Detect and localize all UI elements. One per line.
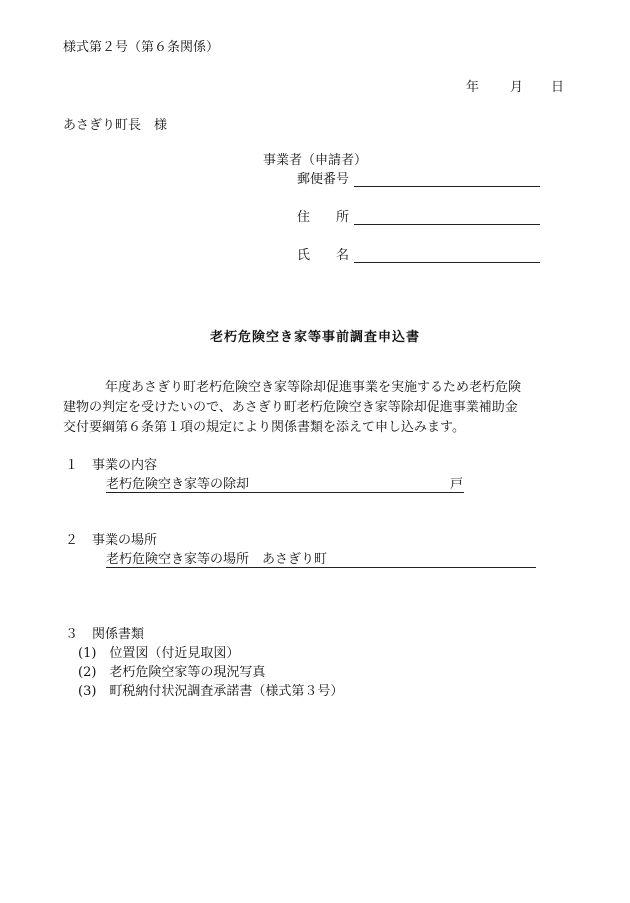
section-2-number: ２: [65, 533, 79, 548]
document-item-1: (1) 位置図（付近見取図）: [78, 646, 240, 661]
address-field[interactable]: [354, 224, 540, 225]
body-line-3: 交付要綱第６条第１項の規定により関係書類を添えて申し込みます。: [63, 420, 465, 435]
address-label: 住 所: [297, 210, 350, 225]
section-2-field[interactable]: [106, 567, 536, 568]
body-line-1: 年度あさぎり町老朽危険空き家等除却促進事業を実施するため老朽危険: [105, 380, 522, 395]
date-month-label: 月: [510, 80, 524, 95]
body-line-2: 建物の判定を受けたいので、あさぎり町老朽危険空き家等除却促進事業補助金: [63, 400, 518, 415]
document-item-3: (3) 町税納付状況調査承諾書（様式第３号）: [78, 684, 344, 699]
section-2-field-label: 老朽危険空き家等の場所 あさぎり町: [106, 552, 328, 567]
addressee: あさぎり町長 様: [63, 118, 168, 133]
postal-code-label: 郵便番号: [297, 172, 350, 187]
section-1-number: １: [65, 458, 79, 473]
name-label: 氏 名: [297, 248, 350, 263]
section-3-heading: 関係書類: [92, 627, 145, 642]
section-1-unit: 戸: [450, 477, 464, 492]
name-field[interactable]: [354, 262, 540, 263]
section-1-field-label: 老朽危険空き家等の除却: [106, 477, 250, 492]
form-number: 様式第２号（第６条関係）: [63, 40, 220, 55]
section-1-field[interactable]: [106, 492, 464, 493]
document-title: 老朽危険空き家等事前調査申込書: [209, 330, 420, 345]
section-2-heading: 事業の場所: [92, 533, 158, 548]
postal-code-field[interactable]: [354, 186, 540, 187]
section-3-number: ３: [65, 627, 79, 642]
applicant-heading: 事業者（申請者）: [263, 153, 368, 168]
date-day-label: 日: [551, 80, 565, 95]
section-1-heading: 事業の内容: [92, 458, 158, 473]
document-item-2: (2) 老朽危険空家等の現況写真: [78, 665, 266, 680]
date-year-label: 年: [466, 80, 480, 95]
